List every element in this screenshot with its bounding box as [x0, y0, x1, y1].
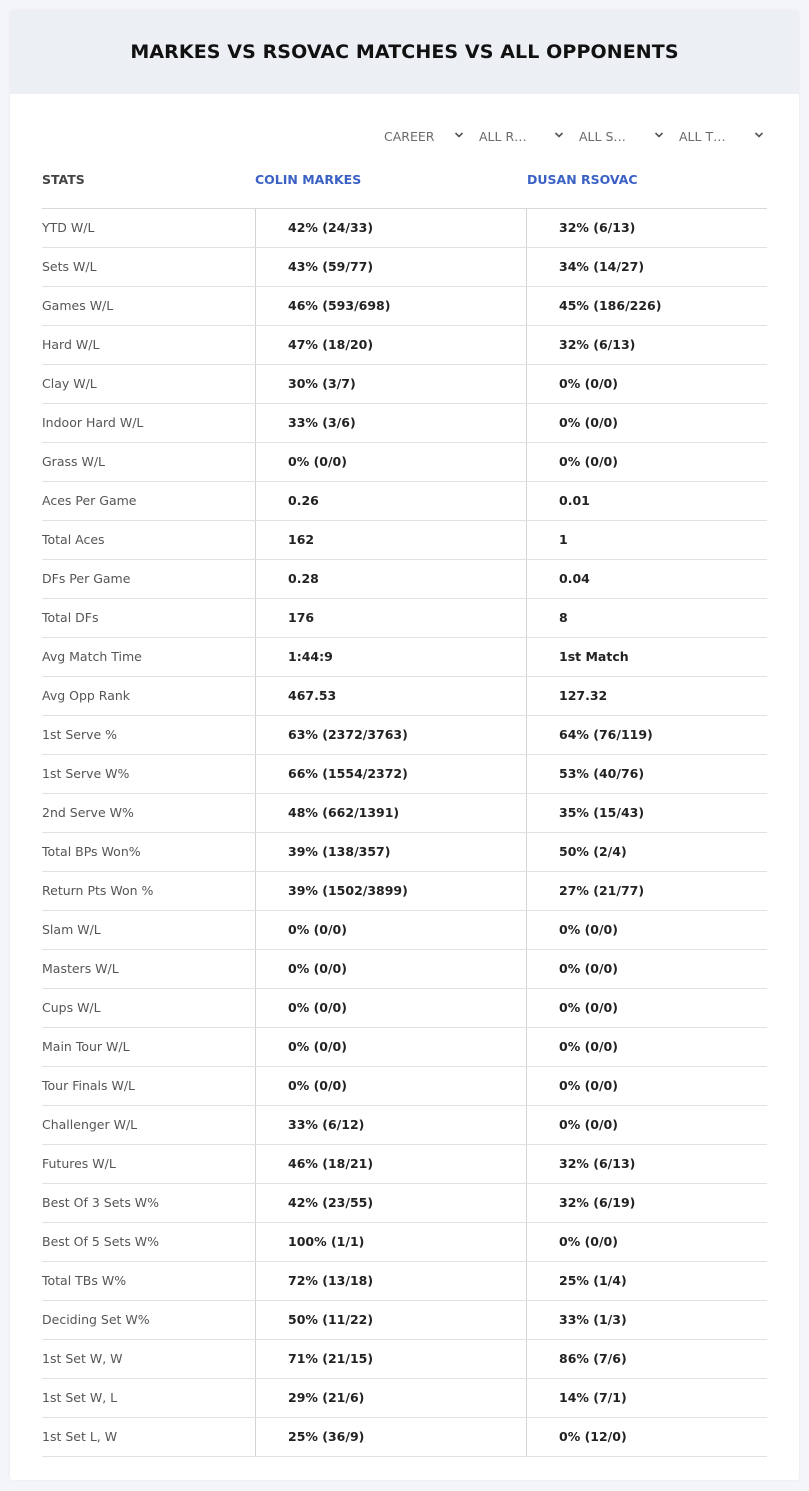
player1-stat-value: 63% (2372/3763) — [255, 716, 526, 754]
player1-stat-value: 30% (3/7) — [255, 365, 526, 403]
table-row — [42, 677, 767, 716]
table-row — [42, 1106, 767, 1145]
chevron-down-icon — [654, 130, 664, 140]
player1-stat-value: 43% (59/77) — [255, 248, 526, 286]
table-row — [42, 560, 767, 599]
player2-stat-value: 0% (12/0) — [526, 1418, 767, 1456]
table-row — [42, 1340, 767, 1379]
table-row — [42, 326, 767, 365]
player2-stat-value: 86% (7/6) — [526, 1340, 767, 1378]
player2-stat-value: 8 — [526, 599, 767, 637]
table-row — [42, 872, 767, 911]
filter-surface-select[interactable] — [579, 128, 664, 144]
player1-stat-value: 0% (0/0) — [255, 989, 526, 1027]
table-row — [42, 599, 767, 638]
player1-stat-value: 33% (3/6) — [255, 404, 526, 442]
stat-label: Total TBs W% — [42, 1273, 127, 1288]
table-row — [42, 794, 767, 833]
player1-stat-value: 0.28 — [255, 560, 526, 598]
player1-stat-value: 66% (1554/2372) — [255, 755, 526, 793]
player2-stat-value: 27% (21/77) — [526, 872, 767, 910]
stats-column-header: STATS — [42, 172, 85, 187]
player1-stat-value: 39% (138/357) — [255, 833, 526, 871]
player2-stat-value: 0% (0/0) — [526, 443, 767, 481]
stat-label: Best Of 5 Sets W% — [42, 1234, 160, 1249]
stat-label: Grass W/L — [42, 454, 106, 469]
table-row — [42, 1379, 767, 1418]
stat-label: Total BPs Won% — [42, 844, 141, 859]
player1-stat-value: 100% (1/1) — [255, 1223, 526, 1261]
player1-stat-value: 0% (0/0) — [255, 1028, 526, 1066]
stat-label: Aces Per Game — [42, 493, 137, 508]
player2-stat-value: 32% (6/19) — [526, 1184, 767, 1222]
player2-stat-value: 1 — [526, 521, 767, 559]
player2-stat-value: 0% (0/0) — [526, 1106, 767, 1144]
player1-stat-value: 48% (662/1391) — [255, 794, 526, 832]
stat-label: Deciding Set W% — [42, 1312, 150, 1327]
filter-period-select[interactable] — [384, 128, 464, 144]
stat-label: YTD W/L — [42, 220, 95, 235]
stat-label: 2nd Serve W% — [42, 805, 134, 820]
player2-stat-value: 64% (76/119) — [526, 716, 767, 754]
stat-label: Clay W/L — [42, 376, 97, 391]
player1-stat-value: 71% (21/15) — [255, 1340, 526, 1378]
stat-label: 1st Set W, L — [42, 1390, 118, 1405]
stat-label: Games W/L — [42, 298, 114, 313]
player2-stat-value: 45% (186/226) — [526, 287, 767, 325]
player1-stat-value: 1:44:9 — [255, 638, 526, 676]
table-row — [42, 638, 767, 677]
player1-stat-value: 162 — [255, 521, 526, 559]
stat-label: Main Tour W/L — [42, 1039, 130, 1054]
player1-stat-value: 25% (36/9) — [255, 1418, 526, 1456]
stat-label: Challenger W/L — [42, 1117, 138, 1132]
player1-stat-value: 46% (18/21) — [255, 1145, 526, 1183]
table-row — [42, 1067, 767, 1106]
player2-stat-value: 0% (0/0) — [526, 404, 767, 442]
stat-label: Masters W/L — [42, 961, 119, 976]
chevron-down-icon — [554, 130, 564, 140]
player2-stat-value: 53% (40/76) — [526, 755, 767, 793]
table-row — [42, 521, 767, 560]
stats-card — [10, 10, 799, 1480]
player2-stat-value: 32% (6/13) — [526, 326, 767, 364]
stat-label: Return Pts Won % — [42, 883, 154, 898]
table-row — [42, 1145, 767, 1184]
stat-label: Avg Match Time — [42, 649, 142, 664]
page-title: MARKES VS RSOVAC MATCHES VS ALL OPPONENTS — [130, 41, 679, 63]
table-row — [42, 209, 767, 248]
player1-stat-value: 467.53 — [255, 677, 526, 715]
player1-stat-value: 0% (0/0) — [255, 443, 526, 481]
player2-stat-value: 1st Match — [526, 638, 767, 676]
table-row — [42, 1223, 767, 1262]
player2-stat-value: 25% (1/4) — [526, 1262, 767, 1300]
player1-stat-value: 33% (6/12) — [255, 1106, 526, 1144]
player1-stat-value: 0% (0/0) — [255, 950, 526, 988]
table-header — [42, 160, 767, 209]
stat-label: Total DFs — [42, 610, 99, 625]
stat-label: 1st Set W, W — [42, 1351, 123, 1366]
player1-stat-value: 50% (11/22) — [255, 1301, 526, 1339]
table-row — [42, 755, 767, 794]
filter-round-label: ALL R… — [479, 128, 527, 144]
stat-label: DFs Per Game — [42, 571, 131, 586]
table-row — [42, 1262, 767, 1301]
player2-stat-value: 0% (0/0) — [526, 989, 767, 1027]
filter-period-label: CAREER — [384, 128, 435, 144]
table-row — [42, 833, 767, 872]
chevron-down-icon — [754, 130, 764, 140]
stat-label: Tour Finals W/L — [42, 1078, 136, 1093]
table-row — [42, 1418, 767, 1457]
filter-tournament-label: ALL T… — [679, 128, 726, 144]
player1-stat-value: 39% (1502/3899) — [255, 872, 526, 910]
player1-stat-value: 47% (18/20) — [255, 326, 526, 364]
filter-tournament-select[interactable] — [679, 128, 764, 144]
player2-stat-value: 50% (2/4) — [526, 833, 767, 871]
player2-stat-value: 127.32 — [526, 677, 767, 715]
filter-bar — [10, 128, 799, 144]
stat-label: Sets W/L — [42, 259, 97, 274]
table-row — [42, 989, 767, 1028]
player2-stat-value: 32% (6/13) — [526, 209, 767, 247]
stat-label: Total Aces — [42, 532, 105, 547]
player2-stat-value: 34% (14/27) — [526, 248, 767, 286]
table-row — [42, 482, 767, 521]
stat-label: Avg Opp Rank — [42, 688, 131, 703]
player2-stat-value: 0.04 — [526, 560, 767, 598]
player1-stat-value: 176 — [255, 599, 526, 637]
player1-stat-value: 0.26 — [255, 482, 526, 520]
table-row — [42, 404, 767, 443]
table-body — [42, 209, 767, 1457]
player2-stat-value: 33% (1/3) — [526, 1301, 767, 1339]
player1-stat-value: 46% (593/698) — [255, 287, 526, 325]
table-row — [42, 365, 767, 404]
stat-label: 1st Set L, W — [42, 1429, 118, 1444]
player1-stat-value: 42% (23/55) — [255, 1184, 526, 1222]
stat-label: Best Of 3 Sets W% — [42, 1195, 160, 1210]
chevron-down-icon — [454, 130, 464, 140]
player2-stat-value: 0% (0/0) — [526, 365, 767, 403]
table-row — [42, 911, 767, 950]
player1-stat-value: 42% (24/33) — [255, 209, 526, 247]
player2-name-link[interactable]: DUSAN RSOVAC — [527, 172, 638, 187]
player2-stat-value: 14% (7/1) — [526, 1379, 767, 1417]
player2-stat-value: 0% (0/0) — [526, 1067, 767, 1105]
table-row — [42, 1301, 767, 1340]
player2-stat-value: 0% (0/0) — [526, 1028, 767, 1066]
player2-stat-value: 0% (0/0) — [526, 950, 767, 988]
player1-stat-value: 29% (21/6) — [255, 1379, 526, 1417]
player2-stat-value: 0% (0/0) — [526, 1223, 767, 1261]
table-row — [42, 950, 767, 989]
stat-label: Slam W/L — [42, 922, 101, 937]
player2-stat-value: 0% (0/0) — [526, 911, 767, 949]
stat-label: Cups W/L — [42, 1000, 101, 1015]
stat-label: Hard W/L — [42, 337, 100, 352]
player2-stat-value: 32% (6/13) — [526, 1145, 767, 1183]
filter-surface-label: ALL S… — [579, 128, 626, 144]
player1-name-link[interactable]: COLIN MARKES — [255, 172, 362, 187]
player1-stat-value: 72% (13/18) — [255, 1262, 526, 1300]
stat-label: 1st Serve % — [42, 727, 118, 742]
table-row — [42, 287, 767, 326]
player1-stat-value: 0% (0/0) — [255, 1067, 526, 1105]
stat-label: Futures W/L — [42, 1156, 116, 1171]
table-row — [42, 248, 767, 287]
player2-stat-value: 0.01 — [526, 482, 767, 520]
card-header — [10, 10, 799, 94]
filter-round-select[interactable] — [479, 128, 564, 144]
table-row — [42, 716, 767, 755]
table-row — [42, 1028, 767, 1067]
stat-label: 1st Serve W% — [42, 766, 130, 781]
player2-stat-value: 35% (15/43) — [526, 794, 767, 832]
stat-label: Indoor Hard W/L — [42, 415, 144, 430]
table-row — [42, 1184, 767, 1223]
table-row — [42, 443, 767, 482]
stats-table — [42, 160, 767, 1457]
player1-stat-value: 0% (0/0) — [255, 911, 526, 949]
